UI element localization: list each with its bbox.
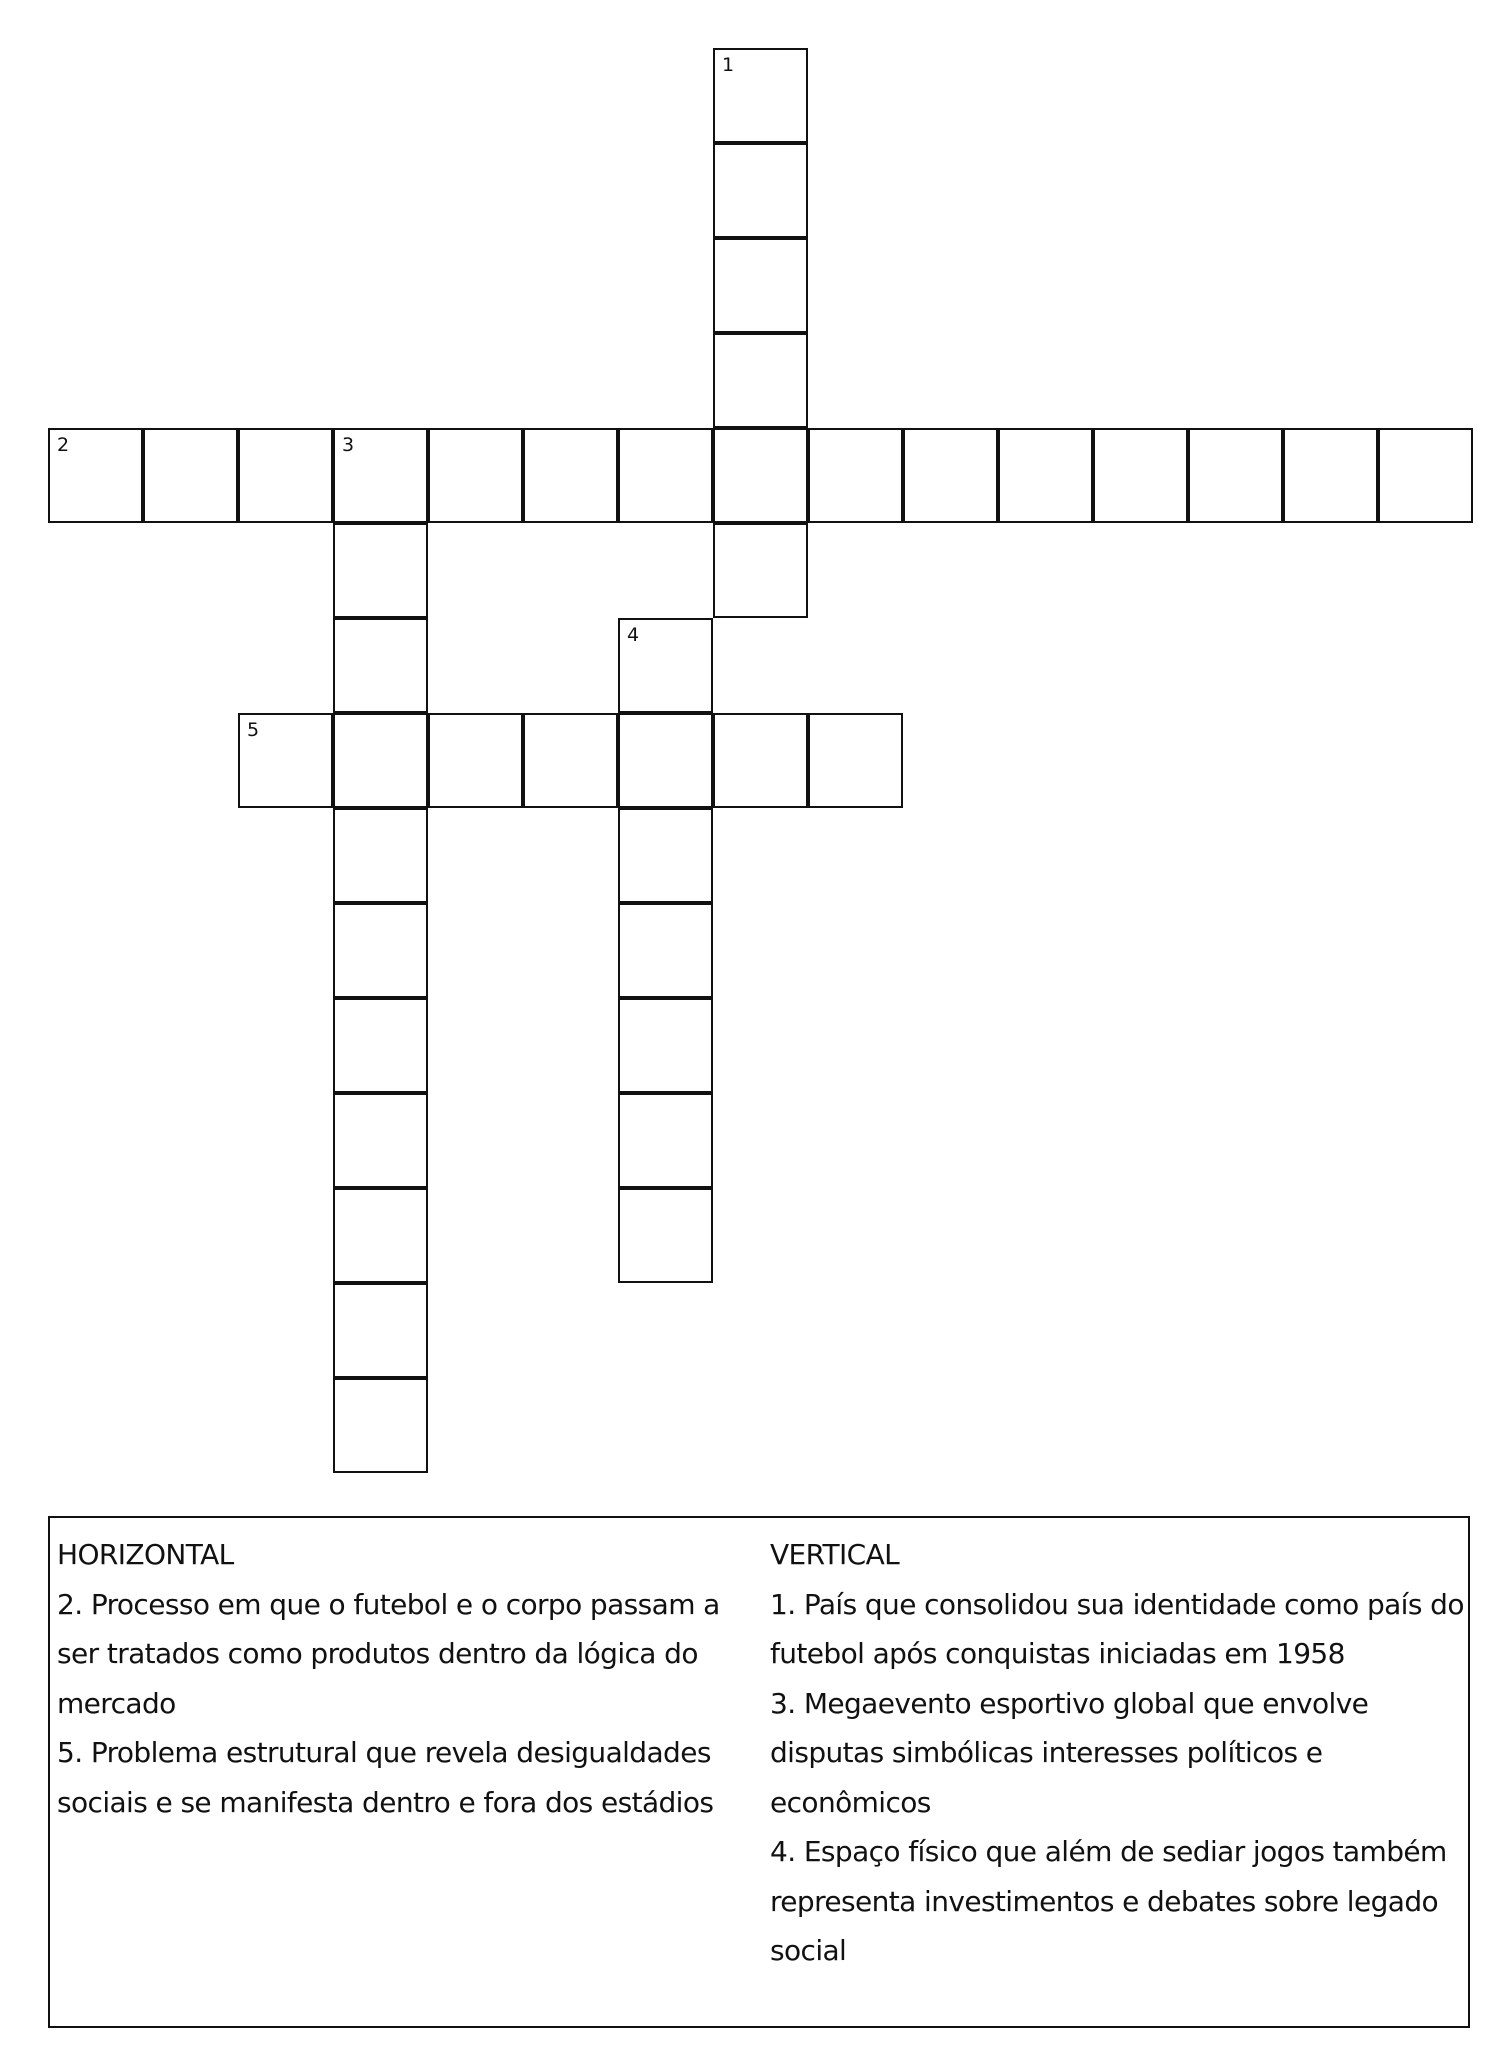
crossword-cell[interactable] — [523, 713, 618, 808]
clue-vertical-3: 3. Megaevento esportivo global que envolve disputas simbólicas interesses políticos e econômicos — [770, 1686, 1369, 1819]
crossword-cell[interactable] — [333, 523, 428, 618]
crossword-cell[interactable] — [48, 428, 143, 523]
clue-number: 1 — [722, 54, 735, 76]
crossword-cell[interactable] — [333, 998, 428, 1093]
crossword-cell[interactable] — [618, 618, 713, 713]
crossword-cell[interactable] — [333, 618, 428, 713]
crossword-cell[interactable] — [618, 713, 713, 808]
crossword-cell[interactable] — [618, 1093, 713, 1188]
crossword-cell[interactable] — [618, 998, 713, 1093]
crossword-cell[interactable] — [333, 1283, 428, 1378]
crossword-cell[interactable] — [713, 713, 808, 808]
crossword-cell[interactable] — [238, 428, 333, 523]
crossword-cell[interactable] — [428, 428, 523, 523]
crossword-cell[interactable] — [618, 903, 713, 998]
crossword-cell[interactable] — [1188, 428, 1283, 523]
clues-box — [48, 1516, 1470, 2028]
clue-number: 3 — [342, 434, 355, 456]
crossword-cell[interactable] — [428, 713, 523, 808]
crossword-cell[interactable] — [713, 333, 808, 428]
crossword-cell[interactable] — [333, 1093, 428, 1188]
crossword-cell[interactable] — [713, 238, 808, 333]
crossword-cell[interactable] — [333, 1378, 428, 1473]
vertical-clues-column — [770, 1530, 1465, 1976]
crossword-cell[interactable] — [713, 523, 808, 618]
crossword-cell[interactable] — [618, 808, 713, 903]
crossword-cell[interactable] — [808, 428, 903, 523]
clue-horizontal-5: 5. Problema estrutural que revela desigualdades sociais e se manifesta dentro e fora dos estádios — [57, 1736, 714, 1819]
crossword-cell[interactable] — [143, 428, 238, 523]
crossword-cell[interactable] — [618, 428, 713, 523]
vertical-heading: VERTICAL — [770, 1538, 900, 1571]
clue-number: 5 — [247, 719, 260, 741]
clue-horizontal-2: 2. Processo em que o futebol e o corpo passam a ser tratados como produtos dentro da lógica do mercado — [57, 1587, 720, 1720]
horizontal-heading: HORIZONTAL — [57, 1538, 234, 1571]
crossword-cell[interactable] — [618, 1188, 713, 1283]
clue-vertical-1: 1. País que consolidou sua identidade como país do futebol após conquistas iniciadas em 1958 — [770, 1587, 1464, 1670]
clue-vertical-4: 4. Espaço físico que além de sediar jogos também representa investimentos e debates sobre legado social — [770, 1835, 1447, 1967]
crossword-cell[interactable] — [333, 713, 428, 808]
crossword-cell[interactable] — [333, 903, 428, 998]
horizontal-clues-column — [57, 1530, 762, 1827]
crossword-cell[interactable] — [808, 713, 903, 808]
crossword-cell[interactable] — [1093, 428, 1188, 523]
crossword-cell[interactable] — [713, 48, 808, 143]
crossword-cell[interactable] — [333, 428, 428, 523]
crossword-cell[interactable] — [333, 808, 428, 903]
crossword-cell[interactable] — [523, 428, 618, 523]
crossword-cell[interactable] — [333, 1188, 428, 1283]
crossword-cell[interactable] — [1283, 428, 1378, 523]
crossword-cell[interactable] — [1378, 428, 1473, 523]
crossword-cell[interactable] — [998, 428, 1093, 523]
clue-number: 4 — [627, 624, 640, 646]
crossword-cell[interactable] — [903, 428, 998, 523]
crossword-cell[interactable] — [713, 143, 808, 238]
crossword-cell[interactable] — [238, 713, 333, 808]
crossword-cell[interactable] — [713, 428, 808, 523]
clue-number: 2 — [57, 434, 70, 456]
